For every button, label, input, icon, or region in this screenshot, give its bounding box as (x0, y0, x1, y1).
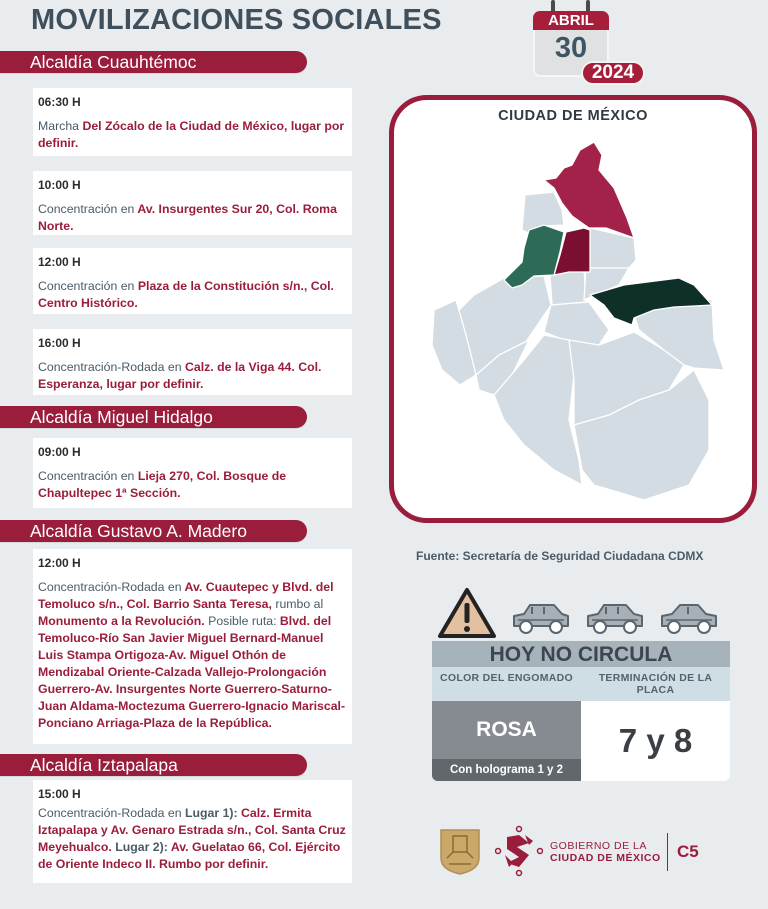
source-caption: Fuente: Secretaría de Seguridad Ciudadana CDMX (416, 549, 704, 563)
event-route: Blvd. del Temoluco-Río San Javier Miguel Bernard-Manuel Luis Stampa Ortigoza-Av. Miguel Othón de Mendizabal Oriente-Calzada Vallejo-Prolongación Guerrero-Av. Insurgentes Norte Guerrero-Saturno-Juan Aldama-Moctezuma Guerrero-Ignacio Mariscal-Ponciano Arriaga-Plaza de la República. (38, 614, 346, 730)
event-card (33, 248, 352, 314)
hnc-plate-endings: 7 y 8 (581, 701, 730, 781)
hnc-icons (436, 586, 736, 640)
page-title: MOVILIZACIONES SOCIALES (31, 4, 442, 36)
gov-wordmark (550, 840, 661, 864)
gov-line-1: GOBIERNO DE LA (550, 840, 647, 852)
calendar-day: 30 (533, 30, 609, 77)
event-place: Calz. de la Viga 44. Col. Esperanza, lugar por definir. (38, 360, 322, 391)
calendar-year: 2024 (581, 61, 645, 85)
event-type: Marcha (38, 119, 80, 133)
cdmx-coat-of-arms-icon (439, 828, 481, 876)
event-time: 06:30 H (38, 95, 81, 109)
section-header-gustavo-a-madero: Alcaldía Gustavo A. Madero (0, 520, 307, 542)
event-card (33, 88, 352, 156)
logo-divider (667, 833, 668, 871)
hnc-sticker-color: ROSA (476, 718, 537, 741)
footer-logos (437, 825, 737, 877)
event-place: Av. Insurgentes Sur 20, Col. Roma Norte. (38, 202, 337, 233)
cdmx-government-logo-icon (495, 825, 543, 877)
event-connector: en (120, 469, 135, 483)
hnc-title: HOY NO CIRCULA (432, 641, 730, 667)
hnc-hologram: Con holograma 1 y 2 (432, 759, 581, 781)
event-time: 12:00 H (38, 255, 81, 269)
event-type: Concentración (38, 279, 118, 293)
event-description (38, 359, 347, 393)
cdmx-map (394, 100, 752, 518)
event-connector: rumbo al (275, 597, 324, 611)
event-place: Del Zócalo de la Ciudad de México, lugar por definir. (38, 119, 345, 150)
car-icon (584, 600, 646, 636)
event-time: 09:00 H (38, 445, 81, 459)
event-type: Concentración-Rodada (38, 360, 165, 374)
c5-logo: C5 (677, 842, 699, 861)
event-card (33, 171, 352, 235)
calendar-month: ABRIL (533, 11, 609, 30)
event-type: Concentración-Rodada (38, 806, 165, 820)
event-connector: en (167, 580, 182, 594)
event-place-label: Lugar 1): (185, 806, 238, 820)
event-connector: en (120, 202, 135, 216)
event-type: Concentración-Rodada (38, 580, 165, 594)
event-description (38, 201, 347, 235)
event-place: Av. Guelatao 66, Col. Ejército de Oriente Indeco II. Rumbo por definir. (38, 840, 341, 871)
event-place: Lieja 270, Col. Bosque de Chapultepec 1ª Sección. (38, 469, 287, 500)
gov-line-2: CIUDAD DE MÉXICO (550, 852, 661, 864)
event-connector: en (167, 360, 182, 374)
event-time: 16:00 H (38, 336, 81, 350)
hnc-col-plate-header: TERMINACIÓN DE LA PLACA (598, 672, 713, 696)
cdmx-map-panel (389, 95, 757, 523)
section-header-iztapalapa: Alcaldía Iztapalapa (0, 754, 307, 776)
event-card (33, 549, 352, 744)
event-type: Concentración (38, 469, 118, 483)
hnc-values (432, 701, 730, 781)
event-connector: en (167, 806, 182, 820)
warning-icon (436, 586, 498, 640)
section-header-cuauhtemoc: Alcaldía Cuauhtémoc (0, 51, 307, 73)
event-type: Concentración (38, 202, 118, 216)
event-card (33, 438, 352, 508)
hnc-headers (432, 667, 730, 701)
event-description (38, 118, 347, 152)
event-card (33, 780, 352, 883)
event-place: Av. Cuautepec y Blvd. del Temoluco s/n., Col. Barrio Santa Teresa, (38, 580, 334, 611)
event-place: Calz. Ermita Iztapalapa y Av. Genaro Estrada s/n., Col. Santa Cruz Meyehualco. (38, 806, 346, 854)
event-time: 15:00 H (38, 787, 81, 801)
event-description (38, 805, 347, 873)
section-header-miguel-hidalgo: Alcaldía Miguel Hidalgo (0, 406, 307, 428)
event-place-label: Lugar 2): (115, 840, 168, 854)
event-description (38, 579, 347, 732)
car-icon (510, 600, 572, 636)
event-time: 12:00 H (38, 556, 81, 570)
calendar-badge (533, 10, 635, 83)
event-place: Plaza de la Constitución s/n., Col. Centro Histórico. (38, 279, 334, 310)
car-icon (658, 600, 720, 636)
hnc-col-color-header: COLOR DEL ENGOMADO (440, 672, 573, 684)
hoy-no-circula-panel (432, 641, 730, 781)
event-card (33, 329, 352, 395)
event-description (38, 468, 347, 502)
hnc-color-cell (432, 701, 581, 781)
event-time: 10:00 H (38, 178, 81, 192)
event-connector: en (120, 279, 135, 293)
event-route-label: Posible ruta: (208, 614, 277, 628)
event-description (38, 278, 347, 312)
event-destination: Monumento a la Revolución. (38, 614, 205, 628)
map-title: CIUDAD DE MÉXICO (498, 108, 648, 124)
